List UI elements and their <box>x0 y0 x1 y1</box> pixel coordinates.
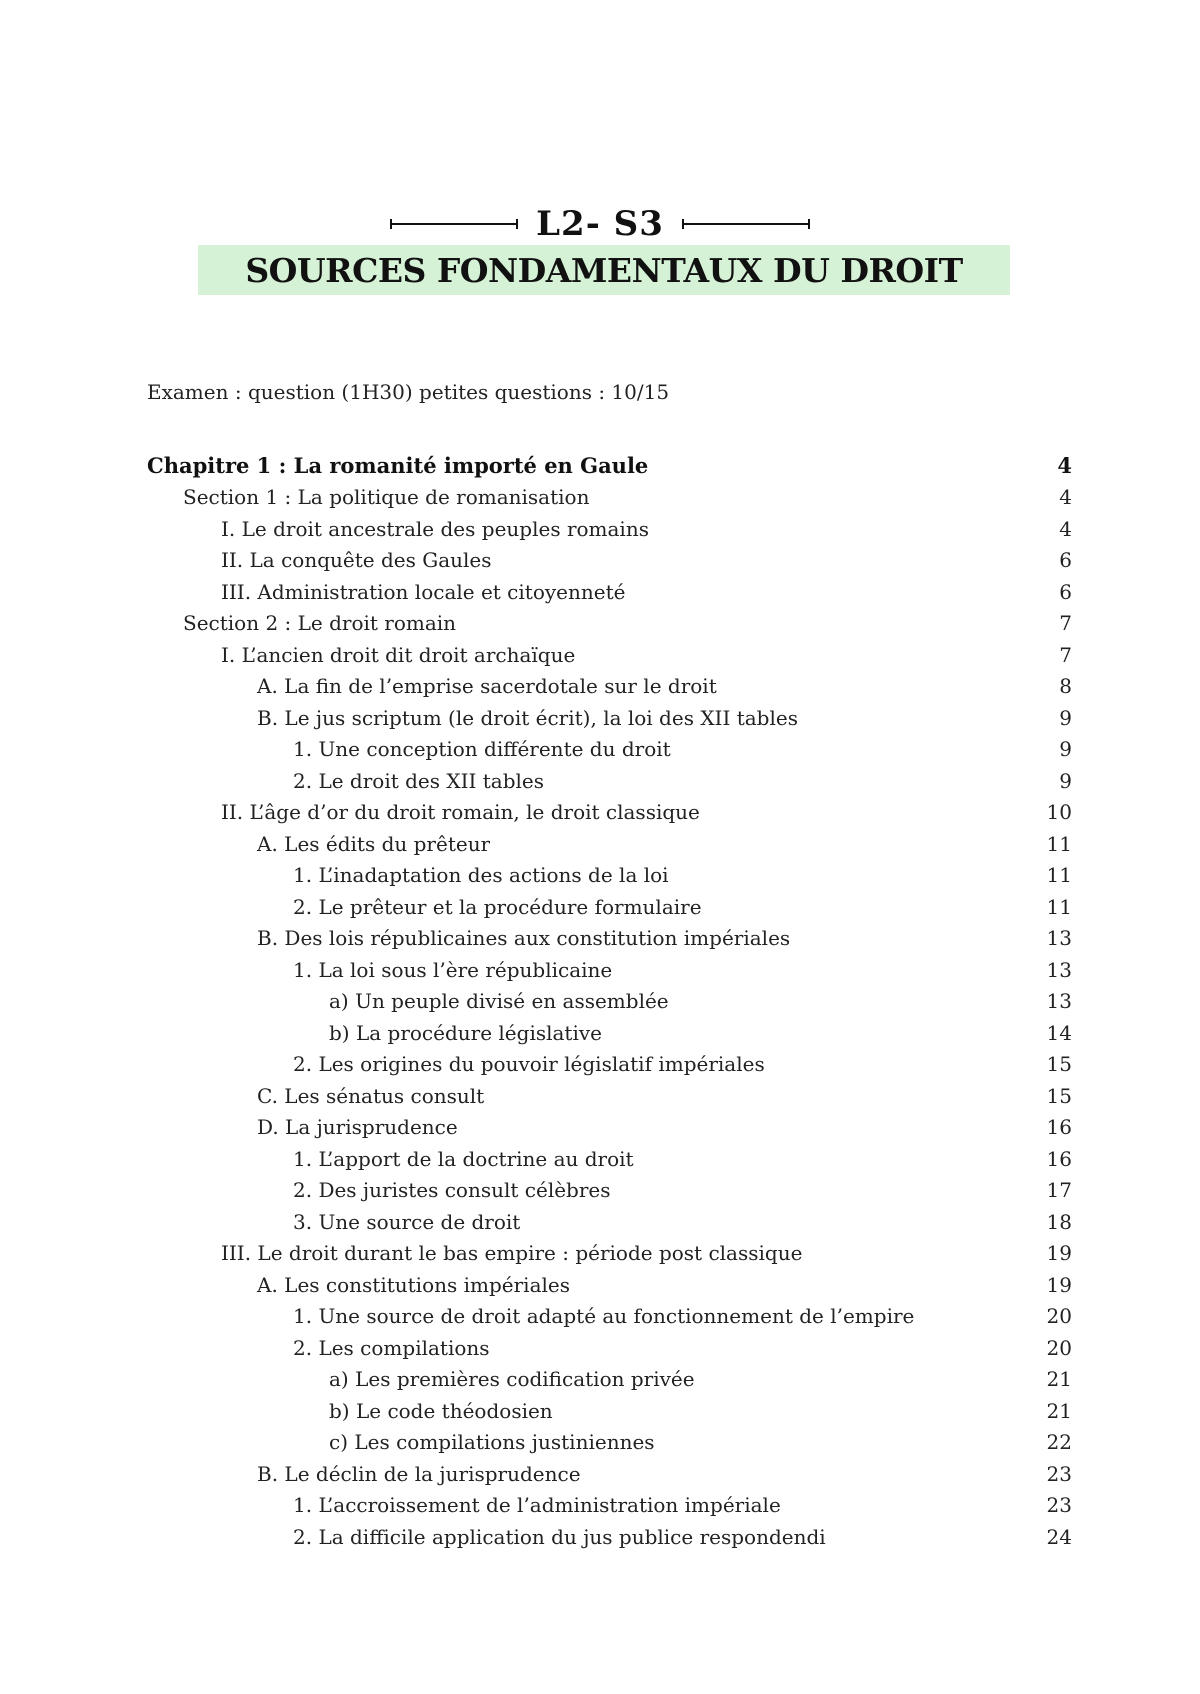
toc-entry-title: III. Administration locale et citoyenneté <box>221 579 626 604</box>
toc-entry[interactable] <box>147 576 1072 608</box>
toc-entry[interactable] <box>147 923 1072 955</box>
toc-entry[interactable] <box>147 734 1072 766</box>
toc-entry[interactable] <box>147 797 1072 829</box>
toc-entry-title: 1. Une source de droit adapté au fonctionnement de l’empire <box>293 1304 915 1329</box>
toc-page-number: 21 <box>1046 1367 1072 1392</box>
toc-page-number: 11 <box>1046 863 1072 888</box>
toc-entry[interactable] <box>147 1017 1072 1049</box>
toc-page-number: 15 <box>1046 1083 1072 1108</box>
toc-entry[interactable] <box>147 954 1072 986</box>
toc-page-number: 11 <box>1046 831 1072 856</box>
toc-entry-title: c) Les compilations justiniennes <box>329 1430 655 1455</box>
toc-page-number: 6 <box>1059 548 1072 573</box>
toc-entry-title: D. La jurisprudence <box>257 1115 458 1140</box>
toc-page-number: 13 <box>1046 989 1072 1014</box>
toc-entry-title: 2. Les compilations <box>293 1335 490 1360</box>
toc-entry-title: A. Les édits du prêteur <box>257 831 491 856</box>
toc-entry-title: 3. Une source de droit <box>293 1209 521 1234</box>
toc-entry[interactable] <box>147 986 1072 1018</box>
toc-entry-title: 1. La loi sous l’ère républicaine <box>293 957 613 982</box>
toc-entry-title: 1. L’apport de la doctrine au droit <box>293 1146 634 1171</box>
toc-entry[interactable] <box>147 1458 1072 1490</box>
toc-entry-title: 2. Les origines du pouvoir législatif impériales <box>293 1052 765 1077</box>
right-decorative-rule <box>682 223 810 225</box>
toc-page-number: 9 <box>1059 768 1072 793</box>
toc-entry-title: 2. Le prêteur et la procédure formulaire <box>293 894 702 919</box>
toc-entry[interactable] <box>147 702 1072 734</box>
toc-page-number: 6 <box>1059 579 1072 604</box>
toc-entry[interactable] <box>147 482 1072 514</box>
toc-entry[interactable] <box>147 1112 1072 1144</box>
toc-entry[interactable] <box>147 1238 1072 1270</box>
toc-entry-title: B. Des lois républicaines aux constitution impériales <box>257 926 791 951</box>
toc-page-number: 8 <box>1059 674 1072 699</box>
toc-entry-title: III. Le droit durant le bas empire : période post classique <box>221 1241 803 1266</box>
toc-chapter-entry[interactable] <box>147 450 1072 482</box>
toc-entry-title: I. Le droit ancestrale des peuples romains <box>221 516 649 541</box>
toc-entry[interactable] <box>147 1175 1072 1207</box>
toc-entry-title: II. La conquête des Gaules <box>221 548 492 573</box>
toc-entry[interactable] <box>147 513 1072 545</box>
toc-page-number: 18 <box>1046 1209 1072 1234</box>
toc-entry-title: Section 1 : La politique de romanisation <box>183 485 590 510</box>
toc-page-number: 7 <box>1059 642 1072 667</box>
toc-entry[interactable] <box>147 1269 1072 1301</box>
toc-page-number: 4 <box>1059 516 1072 541</box>
course-code: L2- S3 <box>536 204 664 244</box>
toc-entry[interactable] <box>147 828 1072 860</box>
toc-entry-title: 2. La difficile application du jus publice respondendi <box>293 1524 826 1549</box>
toc-page-number: 15 <box>1046 1052 1072 1077</box>
toc-entry[interactable] <box>147 608 1072 640</box>
toc-page-number: 17 <box>1046 1178 1072 1203</box>
toc-entry-title: 1. L’inadaptation des actions de la loi <box>293 863 669 888</box>
toc-page-number: 9 <box>1059 705 1072 730</box>
toc-entry[interactable] <box>147 1143 1072 1175</box>
toc-entry-title: a) Les premières codification privée <box>329 1367 695 1392</box>
toc-entry[interactable] <box>147 1080 1072 1112</box>
toc-page-number: 20 <box>1046 1335 1072 1360</box>
toc-entry[interactable] <box>147 891 1072 923</box>
toc-page-number: 14 <box>1046 1020 1072 1045</box>
toc-entry-title: B. Le déclin de la jurisprudence <box>257 1461 581 1486</box>
toc-entry-title: a) Un peuple divisé en assemblée <box>329 989 669 1014</box>
toc-page-number: 19 <box>1046 1241 1072 1266</box>
toc-page-number: 11 <box>1046 894 1072 919</box>
document-title: SOURCES FONDAMENTAUX DU DROIT <box>245 250 963 290</box>
toc-entry-title: I. L’ancien droit dit droit archaïque <box>221 642 576 667</box>
toc-entry-title: 1. Une conception différente du droit <box>293 737 671 762</box>
exam-note: Examen : question (1H30) petites questions : 10/15 <box>147 380 670 404</box>
toc-page-number: 7 <box>1059 611 1072 636</box>
toc-entry[interactable] <box>147 860 1072 892</box>
toc-entry-title: A. La fin de l’emprise sacerdotale sur le droit <box>257 674 717 699</box>
toc-page-number: 10 <box>1046 800 1072 825</box>
toc-entry[interactable] <box>147 1332 1072 1364</box>
toc-entry-title: b) La procédure législative <box>329 1020 602 1045</box>
toc-entry-title: A. Les constitutions impériales <box>257 1272 570 1297</box>
title-banner <box>198 245 1010 295</box>
toc-page-number: 16 <box>1046 1115 1072 1140</box>
toc-page-number: 20 <box>1046 1304 1072 1329</box>
toc-entry-title: 1. L’accroissement de l’administration impériale <box>293 1493 781 1518</box>
toc-entry[interactable] <box>147 1427 1072 1459</box>
toc-entry[interactable] <box>147 545 1072 577</box>
toc-entry-title: Chapitre 1 : La romanité importé en Gaule <box>147 453 649 479</box>
table-of-contents <box>147 450 1072 1553</box>
toc-entry-title: 2. Des juristes consult célèbres <box>293 1178 611 1203</box>
toc-entry[interactable] <box>147 1049 1072 1081</box>
left-decorative-rule <box>390 223 518 225</box>
toc-entry-title: II. L’âge d’or du droit romain, le droit classique <box>221 800 700 825</box>
toc-entry-title: 2. Le droit des XII tables <box>293 768 545 793</box>
toc-page-number: 23 <box>1046 1493 1072 1518</box>
toc-entry[interactable] <box>147 1490 1072 1522</box>
toc-entry[interactable] <box>147 671 1072 703</box>
toc-page-number: 13 <box>1046 926 1072 951</box>
toc-page-number: 9 <box>1059 737 1072 762</box>
course-code-row <box>0 196 1200 252</box>
toc-page-number: 21 <box>1046 1398 1072 1423</box>
toc-page-number: 4 <box>1059 485 1072 510</box>
toc-entry[interactable] <box>147 765 1072 797</box>
toc-entry[interactable] <box>147 639 1072 671</box>
toc-entry-title: Section 2 : Le droit romain <box>183 611 457 636</box>
toc-entry[interactable] <box>147 1364 1072 1396</box>
toc-entry-title: b) Le code théodosien <box>329 1398 553 1423</box>
toc-entry[interactable] <box>147 1395 1072 1427</box>
toc-page-number: 22 <box>1046 1430 1072 1455</box>
toc-page-number: 24 <box>1046 1524 1072 1549</box>
toc-entry[interactable] <box>147 1301 1072 1333</box>
toc-page-number: 19 <box>1046 1272 1072 1297</box>
toc-entry[interactable] <box>147 1206 1072 1238</box>
toc-entry-title: B. Le jus scriptum (le droit écrit), la loi des XII tables <box>257 705 798 730</box>
toc-page-number: 16 <box>1046 1146 1072 1171</box>
toc-page-number: 4 <box>1057 453 1072 479</box>
toc-entry[interactable] <box>147 1521 1072 1553</box>
toc-entry-title: C. Les sénatus consult <box>257 1083 485 1108</box>
toc-page-number: 23 <box>1046 1461 1072 1486</box>
toc-page-number: 13 <box>1046 957 1072 982</box>
